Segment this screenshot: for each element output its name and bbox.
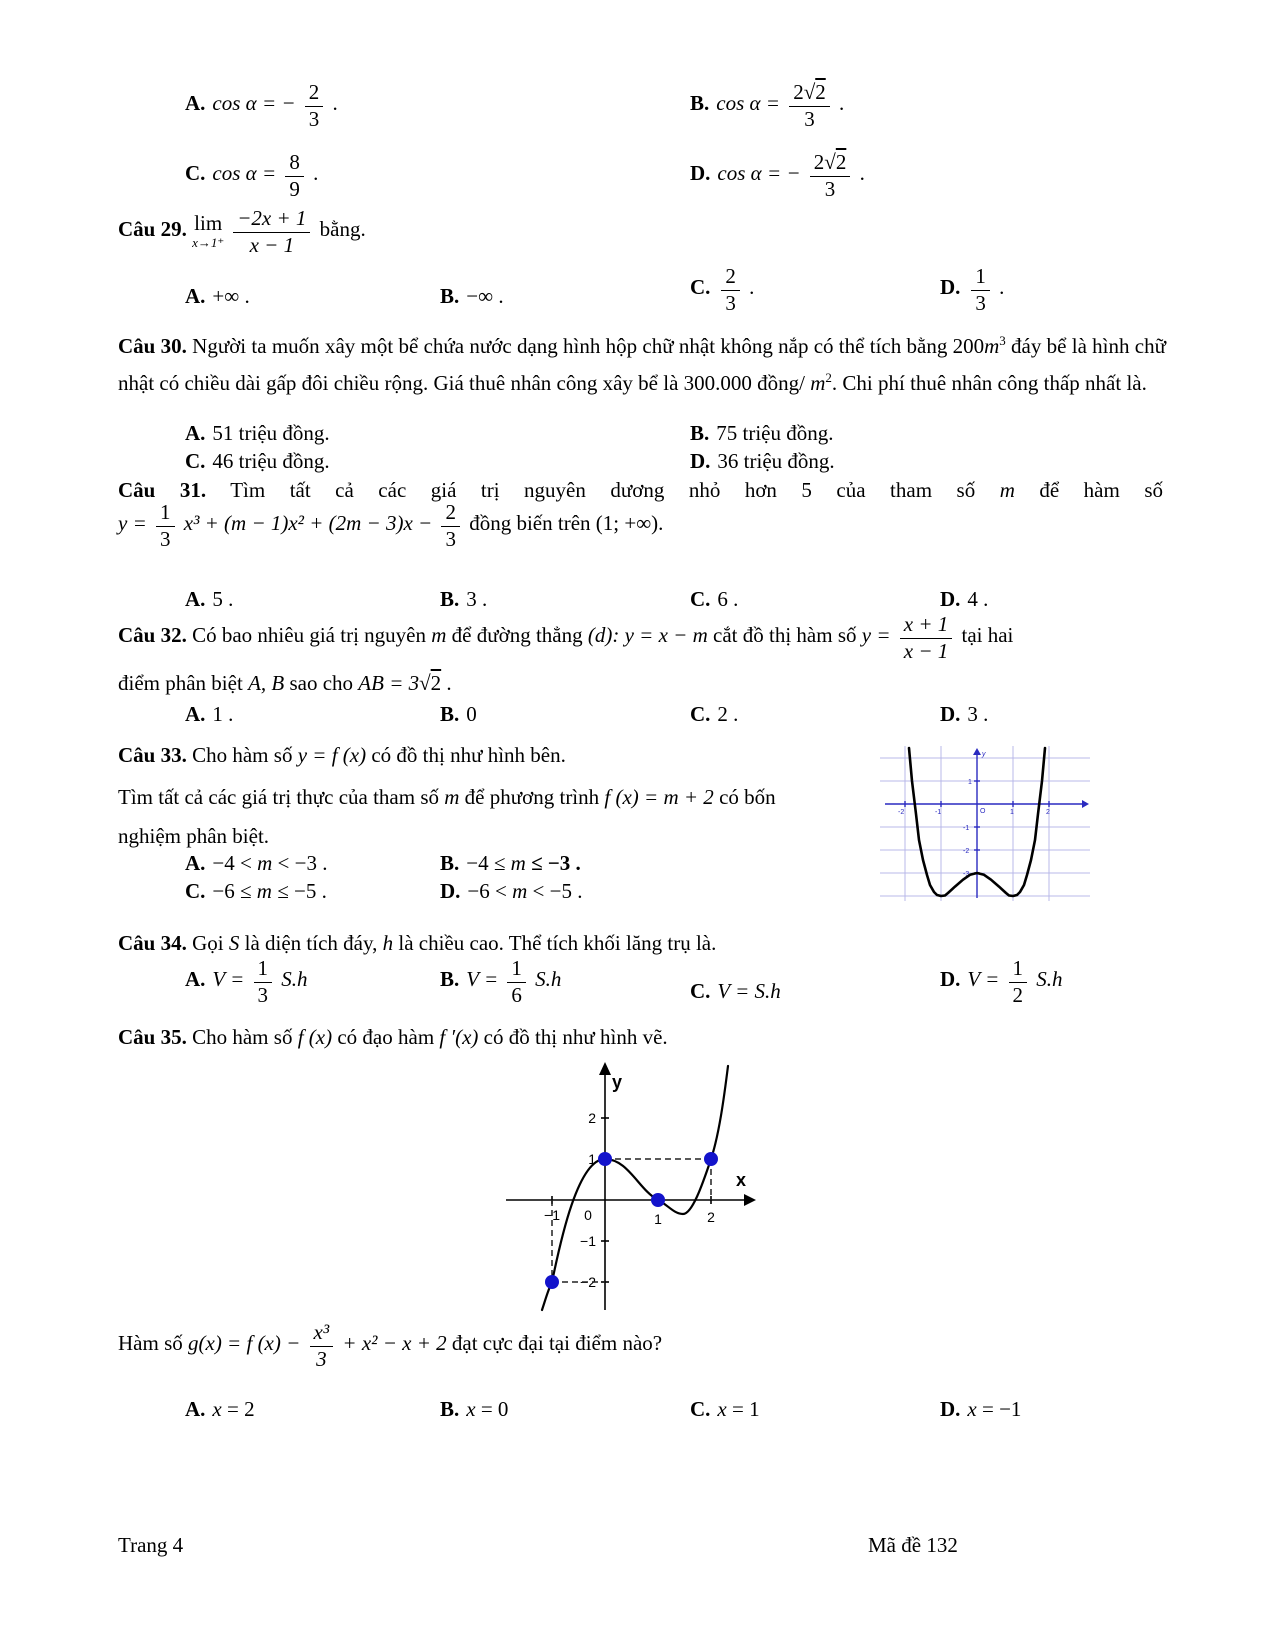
option-c-q28: [185, 150, 318, 200]
footer-exam-code: Mã đề 132: [868, 1533, 958, 1557]
fraction: $\frac{\text{x³}}{3}$: [310, 1320, 334, 1370]
option-c-q34: C. V = S.h: [690, 979, 781, 1003]
fraction: $\frac{2}{3}$: [721, 264, 740, 314]
numerator: 2√2: [810, 150, 851, 177]
y-tick-label: 1: [968, 779, 972, 786]
option-a-q31: A. 5 .: [185, 587, 234, 611]
option-c-q30: C. 46 triệu đồng.: [185, 449, 330, 473]
option-b-q34: B. V = $\frac{1}{6}$ S.h: [440, 956, 562, 1007]
question-35-stem: Câu 35. Cho hàm số f (x) có đạo hàm f ′(x) có đồ thị như hình vẽ.: [118, 1025, 668, 1049]
data-point: [704, 1152, 718, 1166]
option-a-q30: A. 51 triệu đồng.: [185, 421, 330, 445]
origin-label: 0: [584, 1207, 592, 1223]
question-30-stem: Câu 30. Người ta muốn xây một bể chứa nước dạng hình hộp chữ nhật không nắp có thể tích bằng $200m^3$ đáy bể là hình chữ nhật có chiều dài gấp đôi chiều rộng. Giá thuê nhân công xây bể là 300.000 đồng/ $m^2$. Chi phí thuê nhân công thấp nhất là.: [118, 333, 1166, 395]
question-label: Câu 30.: [118, 334, 187, 358]
fraction: $\frac{8}{9}$: [285, 150, 304, 200]
option-c-q29: C. $\frac{2}{3}$ .: [690, 264, 755, 315]
fraction: $\frac{2}{3}$: [441, 500, 460, 550]
radical-icon: √: [824, 150, 836, 174]
y-axis-arrow: [599, 1062, 611, 1075]
y-tick-label: 2: [588, 1110, 596, 1126]
x-tick-label: -1: [935, 809, 942, 816]
option-key: A.: [185, 90, 206, 115]
option-a-q35: A. x = 2: [185, 1397, 255, 1421]
option-b-q33: B. −4 ≤ m ≤ −3 .: [440, 851, 581, 875]
question-33-stem-line1: Câu 33. Cho hàm số y = f (x) có đồ thị như hình bên.: [118, 743, 566, 767]
option-math: cos α = −: [212, 90, 301, 115]
fraction: $\frac{1}{6}$: [507, 956, 526, 1006]
question-32-stem-line1: Câu 32. Có bao nhiêu giá trị nguyên m để đường thẳng (d): y = x − m cắt đồ thị hàm số y = $\frac{x + 1}{x - 1}$ tại hai: [118, 612, 1014, 663]
y-tick-label: -3: [963, 871, 970, 878]
option-c-q32: C. 2 .: [690, 702, 739, 726]
option-math: cos α = −: [717, 160, 806, 185]
origin-label: O: [980, 808, 986, 815]
f-prime-curve: [542, 1066, 728, 1310]
option-b-q30: B. 75 triệu đồng.: [690, 421, 834, 445]
option-a-q28: [185, 80, 338, 130]
option-math: cos α =: [212, 160, 282, 185]
question-32-stem-line2: điểm phân biệt A, B sao cho AB = 3√2 .: [118, 671, 452, 695]
option-period: .: [854, 160, 865, 185]
dashed-guides: [552, 1159, 711, 1282]
question-label: Câu 35.: [118, 1025, 187, 1049]
option-c-q35: C. x = 1: [690, 1397, 760, 1421]
fraction: $\frac{1}{3}$: [156, 500, 175, 550]
option-b-q31: B. 3 .: [440, 587, 488, 611]
option-c-q33: C. −6 ≤ m ≤ −5 .: [185, 879, 327, 903]
question-label: Câu 32.: [118, 622, 187, 647]
x-tick-label: 2: [707, 1209, 715, 1225]
option-a-q32: A. 1 .: [185, 702, 234, 726]
fraction: $\frac{-2x + 1}{x - 1}$: [233, 206, 310, 256]
option-d-q34: D. V = $\frac{1}{2}$ S.h: [940, 956, 1063, 1007]
x-tick-label: 1: [654, 1211, 662, 1227]
data-point: [598, 1152, 612, 1166]
question-label: Câu 33.: [118, 743, 187, 767]
axes: [885, 754, 1082, 898]
option-c-q31: C. 6 .: [690, 587, 739, 611]
graph-quartic-q33: [880, 746, 1090, 901]
question-31-formula: y = $\frac{1}{3}$ x³ + (m − 1)x² + (2m − 3)x − $\frac{2}{3}$ đồng biến trên (1; +∞).: [118, 500, 664, 551]
option-d-q28: [690, 150, 865, 200]
option-key: B.: [690, 90, 710, 115]
data-point: [651, 1193, 665, 1207]
question-31-stem-line1: Câu 31. Tìm tất cả các giá trị nguyên dương nhỏ hơn 5 của tham số m để hàm số: [118, 478, 1163, 502]
x-axis-label: x: [736, 1170, 747, 1190]
numerator: 2√2: [789, 80, 830, 107]
fraction: $\frac{2√2}{3}$: [789, 80, 830, 130]
question-label: Câu 31.: [118, 478, 207, 502]
fraction: $\frac{1}{3}$: [971, 264, 990, 314]
y-axis-label: y: [982, 751, 986, 758]
option-b-q28: [690, 80, 844, 130]
limit-symbol: lim x→1⁺: [192, 211, 225, 251]
y-tick-label: −2: [580, 1274, 596, 1290]
footer-page-number: Trang 4: [118, 1533, 184, 1557]
question-label: Câu 34.: [118, 931, 187, 955]
fraction: $\frac{2}{3}$: [305, 80, 324, 130]
option-d-q29: D. $\frac{1}{3}$ .: [940, 264, 1005, 315]
question-label: Câu 29.: [118, 216, 187, 241]
radical-icon: √: [803, 80, 816, 104]
x-tick-label: −1: [544, 1207, 560, 1223]
x-axis-arrow: [744, 1194, 756, 1206]
y-tick-label: -1: [963, 825, 970, 832]
option-b-q32: B. 0: [440, 702, 477, 726]
y-axis-label: y: [612, 1072, 623, 1092]
y-axis-arrow: [973, 748, 981, 755]
fraction: $\frac{2√2}{3}$: [810, 150, 851, 200]
option-a-q33: A. −4 < m < −3 .: [185, 851, 328, 875]
option-d-q33: D. −6 < m < −5 .: [440, 879, 583, 903]
x-axis-arrow: [1082, 800, 1089, 808]
data-point: [545, 1275, 559, 1289]
x-tick-label: -2: [898, 809, 905, 816]
option-a-q29: A. +∞ .: [185, 284, 250, 308]
option-b-q35: B. x = 0: [440, 1397, 509, 1421]
option-b-q29: B. −∞ .: [440, 284, 504, 308]
option-d-q31: D. 4 .: [940, 587, 989, 611]
option-period: .: [833, 90, 845, 115]
radical-icon: √: [419, 671, 431, 695]
option-math: cos α =: [716, 90, 786, 115]
option-key: C.: [185, 160, 206, 185]
option-d-q35: D. x = −1: [940, 1397, 1022, 1421]
question-34-stem: Câu 34. Gọi S là diện tích đáy, h là chiều cao. Thể tích khối lăng trụ là.: [118, 931, 717, 955]
question-35-g-line: Hàm số g(x) = f (x) − $\frac{\text{x³}}{3}$ + x² − x + 2 đạt cực đại tại điểm nào?: [118, 1320, 663, 1371]
question-29-stem: [118, 206, 366, 256]
option-period: .: [307, 160, 319, 185]
option-d-q32: D. 3 .: [940, 702, 989, 726]
option-a-q34: A. V = $\frac{1}{3}$ S.h: [185, 956, 308, 1007]
fraction: $\frac{1}{3}$: [254, 956, 273, 1006]
data-points: [545, 1152, 718, 1289]
option-d-q30: D. 36 triệu đồng.: [690, 449, 835, 473]
y-tick-label: −1: [580, 1233, 596, 1249]
fraction: $\frac{1}{2}$: [1009, 956, 1028, 1006]
question-33-stem-line2: Tìm tất cả các giá trị thực của tham số m để phương trình f (x) = m + 2 có bốn: [118, 785, 776, 809]
option-key: D.: [690, 160, 711, 185]
axes: [506, 1072, 745, 1310]
graph-f-prime-q35: [478, 1058, 758, 1313]
x-tick-label: 2: [1046, 809, 1050, 816]
x-tick-label: 1: [1010, 809, 1014, 816]
y-tick-label: -2: [963, 848, 970, 855]
question-33-stem-line3: nghiệm phân biệt.: [118, 824, 270, 848]
option-period: .: [327, 90, 338, 115]
y-tick-label: 1: [588, 1151, 596, 1167]
fraction: $\frac{x + 1}{x - 1}$: [900, 612, 953, 662]
stem-text: bằng.: [314, 216, 366, 241]
